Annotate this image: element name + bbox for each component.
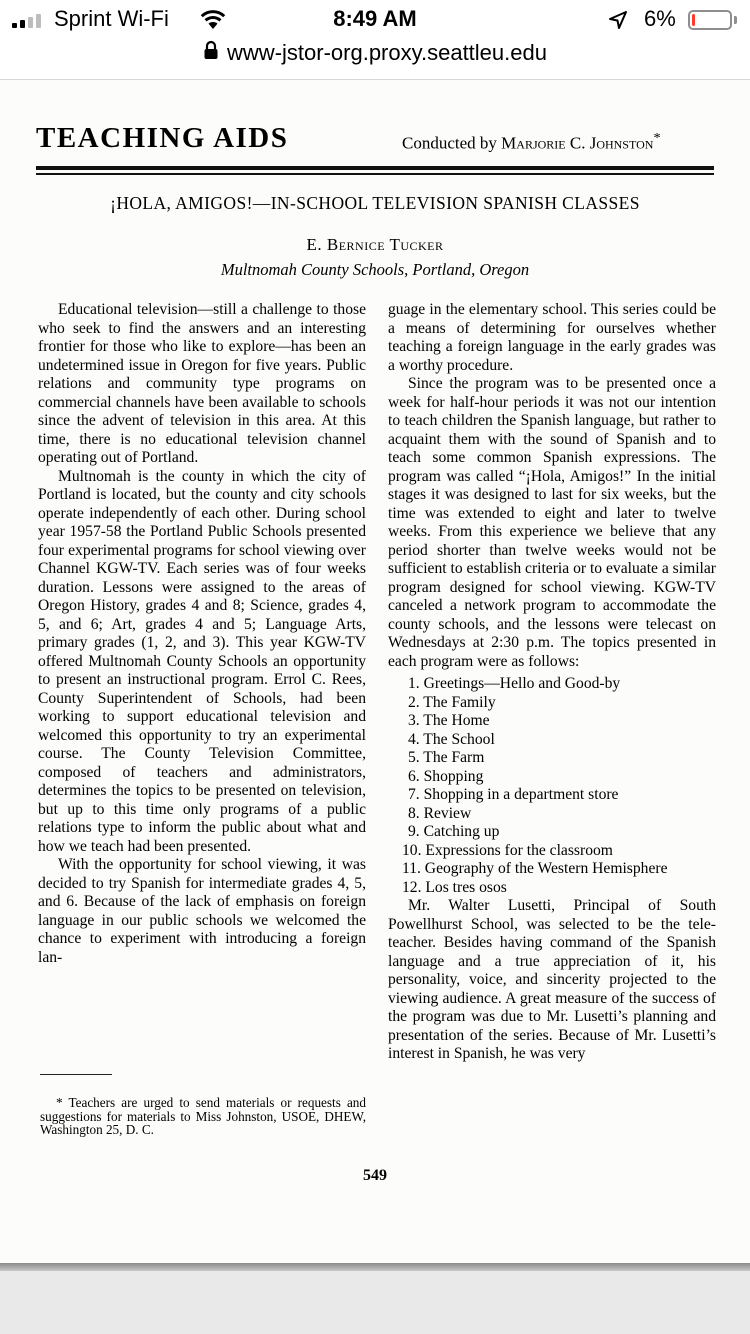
list-item: 10. Expressions for the classroom [402,841,613,859]
conducted-footnote-mark: * [653,130,661,146]
paragraph: guage in the elementary school. This series could be a means of determining for ourselves whether teaching a foreign language in the early grades was a worthy procedure. [388,301,716,374]
paragraph: Since the program was to be presented once a week for half-hour periods it was not our intention to teach children the Spanish language, but rather to acquaint them with the sound of Spanish and to teach some common Spanish expressions. The program was called “¡Hola, Amigos!” In the initial stages it was designed to last for six weeks, but the time was extended to eight and later to twelve weeks. From this experience we believe that any period shorter than twelve weeks would not be sufficient to establish criteria or to evaluate a similar program designed for school viewing. KGW-TV canceled a network program to accommodate the county schools, and the lessons were telecast on Wednesdays at 2:30 p.m. The topics presented in each program were as follows: [388,375,716,670]
url-text[interactable]: www-jstor-org.proxy.seattleu.edu [227,40,547,65]
document-page [0,80,750,1263]
right-column [388,301,716,1064]
list-item: 3. The Home [408,712,490,729]
battery-nub [734,16,737,24]
list-item: 5. The Farm [408,749,485,766]
carrier-name: Sprint Wi-Fi [54,6,169,31]
list-item: 12. Los tres osos [402,878,507,896]
footnote-rule [40,1074,112,1075]
list-item: 8. Review [408,804,472,822]
page-bottom-shadow [0,1263,750,1271]
article-title: ¡HOLA, AMIGOS!—IN-SCHOOL TELEVISION SPANISH CLASSES [110,193,640,213]
list-item: 4. The School [408,730,495,748]
conducted-name: Marjorie C. Johnston [501,133,654,153]
page-number: 549 [363,1167,387,1184]
author-affiliation: Multnomah County Schools, Portland, Oregon [220,260,530,279]
conducted-by [402,130,661,154]
header-rule-thick [36,166,714,170]
paragraph: Multnomah is the county in which the city of Portland is located, but the county and city schools operate independently of each other. During school year 1957-58 the Portland Public Schools presented four experimental programs for school viewing over Channel KGW-TV. Each series was of four weeks duration. Lessons were assigned to the areas of Oregon History, grades 4 and 8; Science, grades 4, 5, and 6; Art, grades 4 and 5; Language Arts, primary grades (1, 2, and 3). This year KGW-TV offered Multnomah County Schools an opportunity to present an instructional program. Errol C. Rees, County Superintendent of Schools, had been working to support educational television and welcomed this opportunity to try an experimental course. The County Television Committee, composed of teachers and administrators, determines the topics to be presented on television, but up to this time only programs of a public relations type to inform the public about what and how we teach had been presented. [38,467,366,855]
list-item: 6. Shopping [408,767,484,785]
clock-time: 8:49 AM [333,6,417,31]
location-arrow-icon [608,10,628,35]
below-page-area [0,1271,750,1334]
topics-list [388,675,716,897]
address-bar[interactable] [0,40,750,76]
header-rule-thin [36,173,714,175]
conducted-prefix: Conducted by [402,133,497,153]
paragraph: Educational television—still a challenge to those who seek to find the answers and an interesting frontier for those who like to explore—has been an undetermined issue in Oregon for five years. Public relations and community type programs on commercial channels have been available to schools since the advent of television in this area. At this time, there is no educational television channel operating out of Portland. [38,301,366,466]
list-item: 7. Shopping in a department store [408,786,619,803]
status-bar [0,0,750,40]
author-name: E. Bernice Tucker [306,235,444,254]
footnote: * Teachers are urged to send materials or requests and suggestions for materials to Miss Johnston, USOE, DHEW, Washington 25, D. C. [40,1095,366,1137]
list-item: 11. Geography of the Western Hemisphere [402,860,668,877]
paragraph: Mr. Walter Lusetti, Principal of South Powellhurst School, was selected to be the tele-teacher. Besides having command of the Spanish language and a true appreciation of it, his personality, voice, and sincerity projected to the viewing audience. A great measure of the success of the program was due to Mr. Lusetti’s planning and presentation of the series. Because of Mr. Lusetti’s interest in Spanish, he was very [388,897,716,1062]
battery-icon [688,10,732,30]
paragraph: With the opportunity for school viewing, it was decided to try Spanish for intermediate grades 4, 5, and 6. Because of the lack of emphasis on foreign language in our public schools we welcomed the chance to experiment with introducing a foreign lan- [38,856,366,966]
lock-icon [203,40,219,66]
battery-level-fill [692,14,695,26]
list-item: 9. Catching up [408,823,500,840]
list-item: 1. Greetings—Hello and Good-by [408,675,621,692]
battery-percent: 6% [644,6,676,31]
left-column [38,301,366,967]
list-item: 2. The Family [408,693,496,711]
section-title: TEACHING AIDS [36,122,289,154]
